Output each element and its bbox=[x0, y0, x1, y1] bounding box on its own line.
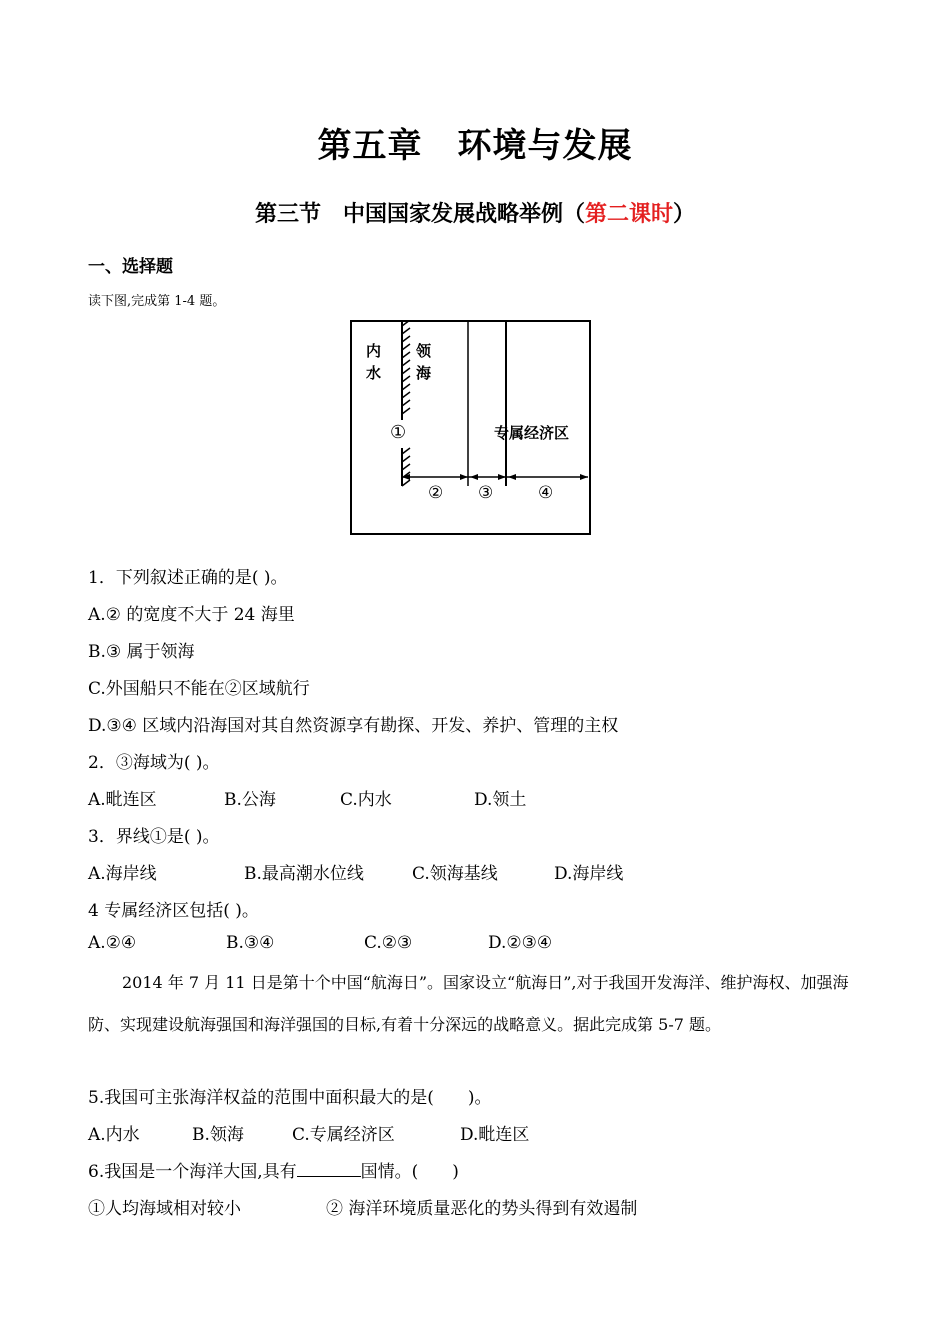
question-5-stem: 5.我国可主张海洋权益的范围中面积最大的是( )。 bbox=[88, 1088, 492, 1108]
stem-after: 国情。( ) bbox=[360, 1162, 459, 1182]
option: C.领海基线 bbox=[412, 864, 498, 884]
question-6-stem bbox=[88, 1157, 459, 1182]
label-eez: 专属经济区 bbox=[494, 424, 570, 442]
marker-3: ③ bbox=[478, 483, 494, 503]
section-subtitle bbox=[0, 197, 950, 228]
reading-passage bbox=[88, 962, 868, 1046]
option: ①人均海域相对较小 bbox=[88, 1199, 241, 1219]
option: C.②③ bbox=[364, 933, 413, 953]
option: ② 海洋环境质量恶化的势头得到有效遏制 bbox=[326, 1199, 638, 1219]
option: D.海岸线 bbox=[554, 864, 624, 884]
option: A.内水 bbox=[88, 1125, 140, 1145]
question-1-option-b: B.③ 属于领海 bbox=[88, 642, 195, 662]
marker-1: ① bbox=[390, 422, 407, 443]
question-4-stem: 4 专属经济区包括( )。 bbox=[88, 901, 259, 921]
section-heading: 一、选择题 bbox=[88, 257, 173, 277]
option: A.毗连区 bbox=[88, 790, 157, 810]
maritime-zones-diagram bbox=[350, 320, 592, 536]
option: C.专属经济区 bbox=[292, 1125, 395, 1145]
option: B.③④ bbox=[226, 933, 275, 953]
label-inner-water-1: 内 bbox=[366, 342, 382, 360]
option: B.公海 bbox=[224, 790, 276, 810]
subtitle-highlight: 第二课时 bbox=[584, 202, 673, 227]
instruction: 读下图,完成第 1-4 题。 bbox=[88, 294, 226, 309]
passage-text: 2014 年 7 月 11 日是第十个中国“航海日”。国家设立“航海日”,对于我国开发海洋、维护海权、加强海防、实现建设航海强国和海洋强国的目标,有着十分深远的战略意义。据此完成第 5-7 题。 bbox=[88, 973, 849, 1034]
label-territorial-2: 海 bbox=[416, 364, 432, 382]
label-territorial-1: 领 bbox=[416, 342, 432, 360]
coast-hatch bbox=[402, 320, 410, 486]
option: A.②④ bbox=[88, 933, 137, 953]
option: B.领海 bbox=[192, 1125, 244, 1145]
option: C.内水 bbox=[340, 790, 392, 810]
marker-4: ④ bbox=[538, 483, 554, 503]
answer-blank bbox=[297, 1162, 361, 1177]
question-1-stem: 1．下列叙述正确的是( )。 bbox=[88, 568, 288, 588]
question-1-option-d: D.③④ 区域内沿海国对其自然资源享有勘探、开发、养护、管理的主权 bbox=[88, 716, 619, 736]
question-2-stem: 2．③海域为( )。 bbox=[88, 753, 220, 773]
marker-2: ② bbox=[428, 483, 444, 503]
subtitle-close: ） bbox=[673, 202, 696, 227]
chapter-title: 第五章 环境与发展 bbox=[317, 126, 633, 166]
stem-before: 6.我国是一个海洋大国,具有 bbox=[88, 1162, 297, 1182]
question-3-stem: 3．界线①是( )。 bbox=[88, 827, 220, 847]
option: B.最高潮水位线 bbox=[244, 864, 364, 884]
option: D.毗连区 bbox=[460, 1125, 530, 1145]
question-1-option-c: C.外国船只不能在②区域航行 bbox=[88, 679, 310, 699]
option: D.领土 bbox=[474, 790, 527, 810]
subtitle-main: 第三节 中国国家发展战略举例（ bbox=[254, 202, 585, 227]
question-1-option-a: A.② 的宽度不大于 24 海里 bbox=[88, 605, 295, 625]
option: D.②③④ bbox=[488, 933, 553, 953]
label-inner-water-2: 水 bbox=[366, 364, 382, 382]
option: A.海岸线 bbox=[88, 864, 157, 884]
